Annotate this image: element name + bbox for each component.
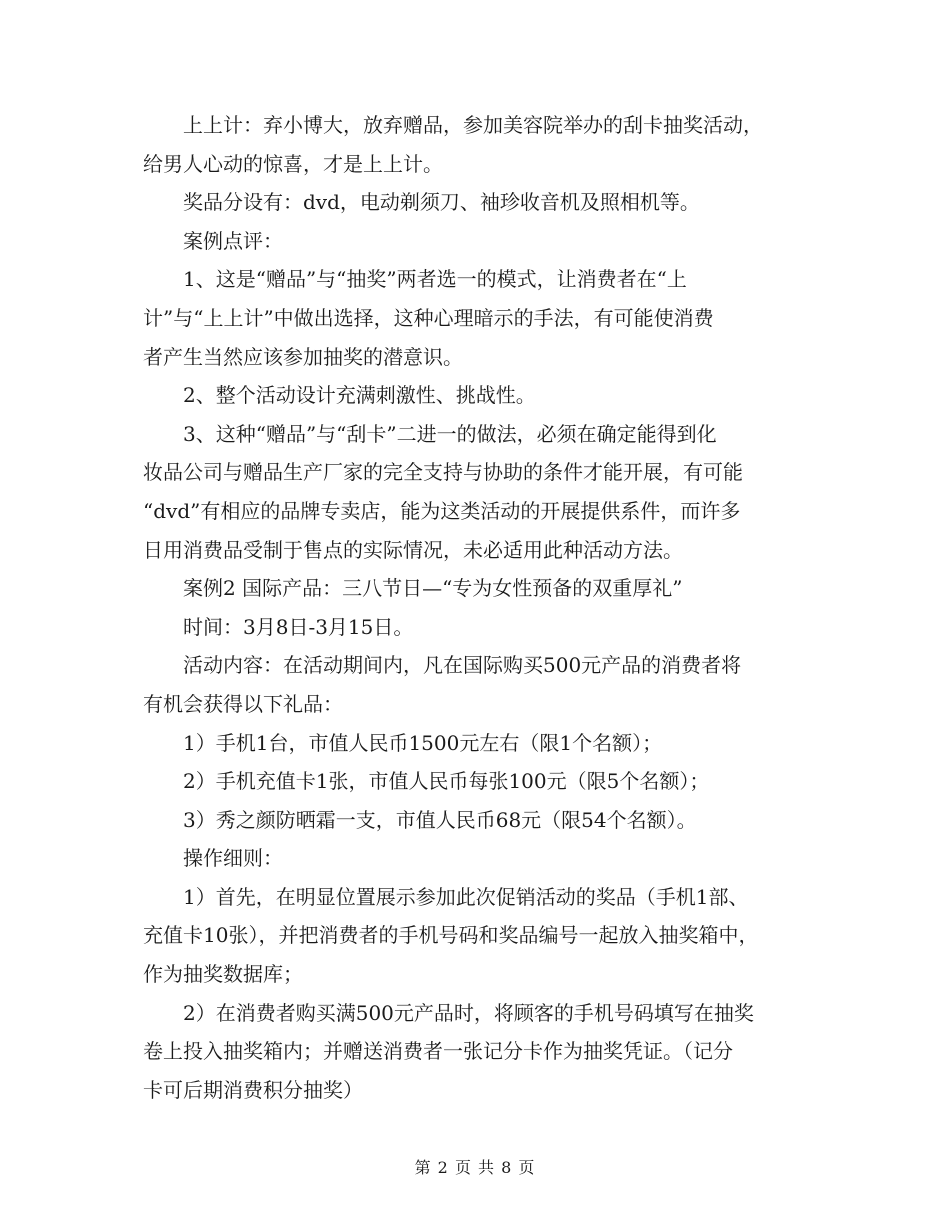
text-line: 2）手机充值卡1张，市值人民币每张100元（限5个名额）； (183, 769, 710, 794)
paragraph (143, 762, 809, 801)
text-line: 3）秀之颜防晒霜一支，市值人民币68元（限54个名额）。 (183, 807, 697, 832)
text-line: 1）首先，在明显位置展示参加此次促销活动的奖品（手机1部、 (183, 884, 749, 909)
text-line: 充值卡10张），并把消费者的手机号码和奖品编号一起放入抽奖箱中， (143, 923, 759, 948)
text-line: 日用消费品受制于售点的实际情况，未必适用此种活动方法。 (143, 537, 683, 562)
paragraph (143, 376, 809, 415)
paragraph (143, 183, 809, 222)
text-line: 时间：3月8日-3月15日。 (183, 614, 414, 639)
text-line: 1）手机1台，市值人民币1500元左右（限1个名额）； (183, 730, 663, 755)
text-line: “dvd”有相应的品牌专卖店，能为这类活动的开展提供系件，而许多 (143, 498, 741, 523)
text-line: 活动内容：在活动期间内，凡在国际购买500元产品的消费者将 (183, 653, 742, 678)
text-line: 卡可后期消费积分抽奖） (143, 1077, 363, 1102)
text-line: 作为抽奖数据库； (143, 962, 303, 987)
text-line: 给男人心动的惊喜，才是上上计。 (143, 151, 443, 176)
text-line: 3、这种“赠品”与“刮卡”二进一的做法，必须在确定能得到化 (183, 421, 717, 446)
text-line: 有机会获得以下礼品： (143, 691, 343, 716)
paragraph (143, 646, 809, 723)
text-line: 卷上投入抽奖箱内；并赠送消费者一张记分卡作为抽奖凭证。（记分 (143, 1039, 733, 1064)
paragraph (143, 878, 809, 994)
paragraph (143, 839, 809, 878)
text-line: 案例点评： (183, 228, 283, 253)
paragraph (143, 415, 809, 569)
page-footer: 第 2 页 共 8 页 (414, 1158, 536, 1177)
text-line: 计”与“上上计”中做出选择，这种心理暗示的手法，有可能使消费 (143, 305, 714, 330)
paragraph (143, 994, 809, 1110)
text-line: 妆品公司与赠品生产厂家的完全支持与协助的条件才能开展，有可能 (143, 460, 743, 485)
paragraph (143, 260, 809, 376)
text-line: 操作细则： (183, 846, 283, 871)
text-line: 2、整个活动设计充满刺激性、挑战性。 (183, 383, 536, 408)
text-line: 上上计：弃小博大，放弃赠品，参加美容院举办的刮卡抽奖活动， (183, 113, 763, 137)
text-line: 奖品分设有：dvd，电动剃须刀、袖珍收音机及照相机等。 (183, 190, 700, 215)
paragraph (143, 106, 809, 183)
paragraph (143, 569, 809, 608)
paragraph (143, 724, 809, 763)
paragraph (143, 222, 809, 261)
text-line: 2）在消费者购买满500元产品时，将顾客的手机号码填写在抽奖 (183, 1000, 754, 1025)
text-line: 者产生当然应该参加抽奖的潜意识。 (143, 344, 463, 369)
text-line: 案例2 国际产品：三八节日—“专为女性预备的双重厚礼” (183, 576, 683, 601)
paragraph (143, 608, 809, 647)
paragraph (143, 801, 809, 840)
text-line: 1、这是“赠品”与“抽奖”两者选一的模式，让消费者在“上 (183, 267, 687, 292)
document-body (143, 106, 809, 1109)
